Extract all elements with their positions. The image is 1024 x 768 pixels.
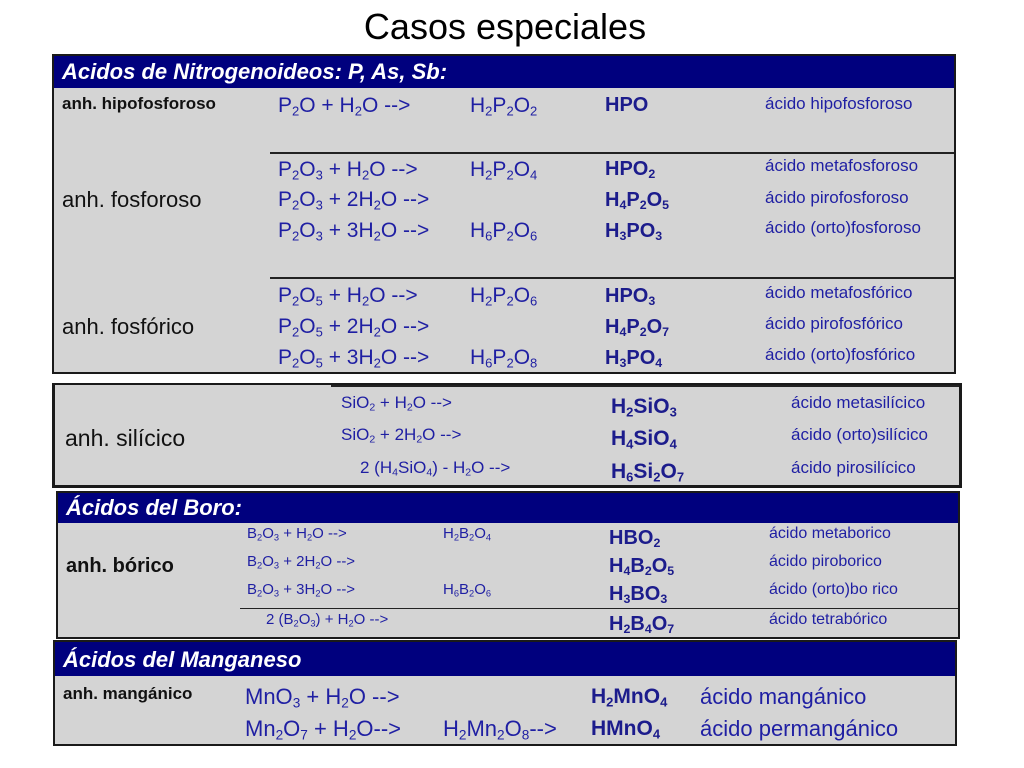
label-anh-manganico: anh. mangánico bbox=[63, 684, 193, 703]
acid-name: ácido piroborico bbox=[769, 553, 882, 570]
reaction-equation: $P_2O_3 + 2H_2O$ --> bbox=[278, 188, 430, 213]
acid-name: ácido pirofosfórico bbox=[765, 314, 903, 333]
acid-name: ácido permangánico bbox=[700, 716, 899, 741]
reaction-equation: $Mn_2O_7 + H_2O-->$ bbox=[245, 716, 402, 743]
panel-nitrogenoideos bbox=[52, 54, 956, 374]
acid-formula: $H_3BO_3$ bbox=[609, 583, 668, 607]
acid-name: ácido metafosforoso bbox=[765, 156, 919, 175]
acid-formula: $H_4B_2O_5$ bbox=[609, 555, 675, 579]
reaction-equation: $MnO_3 + H_2O$ --> bbox=[245, 684, 400, 711]
acid-name: ácido (orto)fosforoso bbox=[765, 218, 921, 237]
label-anh-borico: anh. bórico bbox=[66, 555, 174, 577]
acid-name: ácido pirosilícico bbox=[791, 458, 916, 477]
panel-manganeso bbox=[53, 640, 957, 746]
acid-formula: $H_2MnO_4$ bbox=[591, 685, 668, 710]
label-anh-hipofosforoso: anh. hipofosforoso bbox=[62, 94, 216, 113]
page-title: Casos especiales bbox=[363, 6, 647, 47]
acid-name: ácido (orto)bo rico bbox=[769, 581, 898, 598]
reaction-product: $H_2P_2O_2$ bbox=[470, 94, 538, 119]
reaction-equation: $P_2O_5 + 3H_2O$ --> bbox=[278, 346, 430, 371]
reaction-equation: $SiO_2 + H_2O$ --> bbox=[341, 393, 452, 414]
acid-formula: $H_2B_4O_7$ bbox=[609, 613, 675, 637]
label-anh-silicico: anh. silícico bbox=[65, 425, 186, 451]
panel-header-nitrogenoideos: Acidos de Nitrogenoideos: P, As, Sb: bbox=[54, 56, 954, 88]
reaction-product: $H_6P_2O_6$ bbox=[470, 219, 538, 244]
reaction-equation: $P_2O_5 + H_2O$ --> bbox=[278, 284, 418, 309]
divider-line bbox=[331, 385, 959, 387]
acid-name: ácido metafosfórico bbox=[765, 283, 913, 302]
acid-name: ácido tetrabórico bbox=[769, 611, 888, 628]
acid-name: ácido metaborico bbox=[769, 525, 891, 542]
reaction-equation: $SiO_2 + 2H_2O$ --> bbox=[341, 425, 462, 446]
acid-formula: $H_3PO_3$ bbox=[605, 220, 663, 244]
label-anh-fosforoso: anh. fosforoso bbox=[62, 187, 202, 212]
reaction-equation: $B_2O_3 + 2H_2O$ --> bbox=[247, 553, 356, 571]
acid-formula: $H_4P_2O_5$ bbox=[605, 189, 670, 213]
panel-boro bbox=[56, 491, 960, 639]
acid-name: ácido pirofosforoso bbox=[765, 188, 909, 207]
reaction-equation: $P_2O_3 + 3H_2O$ --> bbox=[278, 219, 430, 244]
panel-header-boro: Ácidos del Boro: bbox=[58, 493, 958, 523]
acid-formula: $HBO_2$ bbox=[609, 527, 661, 551]
reaction-equation: 2 $(H_4SiO_4) - H_2O$ --> bbox=[360, 458, 511, 479]
acid-formula: $HPO_2$ bbox=[605, 158, 656, 182]
acid-formula: HPO bbox=[605, 94, 649, 116]
reaction-equation: $P_2O_3 + H_2O$ --> bbox=[278, 158, 418, 183]
acid-name: ácido (orto)fosfórico bbox=[765, 345, 916, 364]
divider-line bbox=[240, 608, 958, 609]
acid-name: ácido mangánico bbox=[700, 684, 867, 709]
panel-header-manganeso: Ácidos del Manganeso bbox=[55, 642, 955, 676]
acid-formula: HMnO$_4$ bbox=[591, 717, 661, 742]
acid-name: ácido (orto)silícico bbox=[791, 425, 928, 444]
reaction-product: $H_2Mn_2O_8-->$ bbox=[443, 716, 557, 743]
acid-name: ácido metasilícico bbox=[791, 393, 926, 412]
acid-formula: $H_4P_2O_7$ bbox=[605, 316, 670, 340]
acid-formula: $H_2SiO_3$ bbox=[611, 395, 677, 420]
reaction-product: $H_2B_2O_4$ bbox=[443, 525, 492, 543]
acid-formula: $H_4SiO_4$ bbox=[611, 427, 677, 452]
panel-silicio bbox=[52, 383, 962, 488]
acid-formula: $H_6Si_2O_7$ bbox=[611, 460, 685, 485]
divider-line bbox=[270, 152, 954, 154]
reaction-equation: 2 $(B_2O_3) + H_2O$ --> bbox=[266, 611, 389, 629]
reaction-equation: $P_2O + H_2O$ --> bbox=[278, 94, 411, 119]
acid-formula: $H_3PO_4$ bbox=[605, 347, 663, 371]
reaction-product: $H_6P_2O_8$ bbox=[470, 346, 538, 371]
reaction-product: $H_2P_2O_6$ bbox=[470, 284, 538, 309]
reaction-equation: $B_2O_3 + H_2O$ --> bbox=[247, 525, 347, 543]
reaction-product: $H_6B_2O_6$ bbox=[443, 581, 492, 599]
reaction-product: $H_2P_2O_4$ bbox=[470, 158, 538, 183]
acid-formula: $HPO_3$ bbox=[605, 285, 656, 309]
acid-name: ácido hipofosforoso bbox=[765, 94, 913, 113]
label-anh-fosforico: anh. fosfórico bbox=[62, 314, 195, 339]
reaction-equation: $P_2O_5 + 2H_2O$ --> bbox=[278, 315, 430, 340]
reaction-equation: $B_2O_3 + 3H_2O$ --> bbox=[247, 581, 356, 599]
divider-line bbox=[270, 277, 954, 279]
